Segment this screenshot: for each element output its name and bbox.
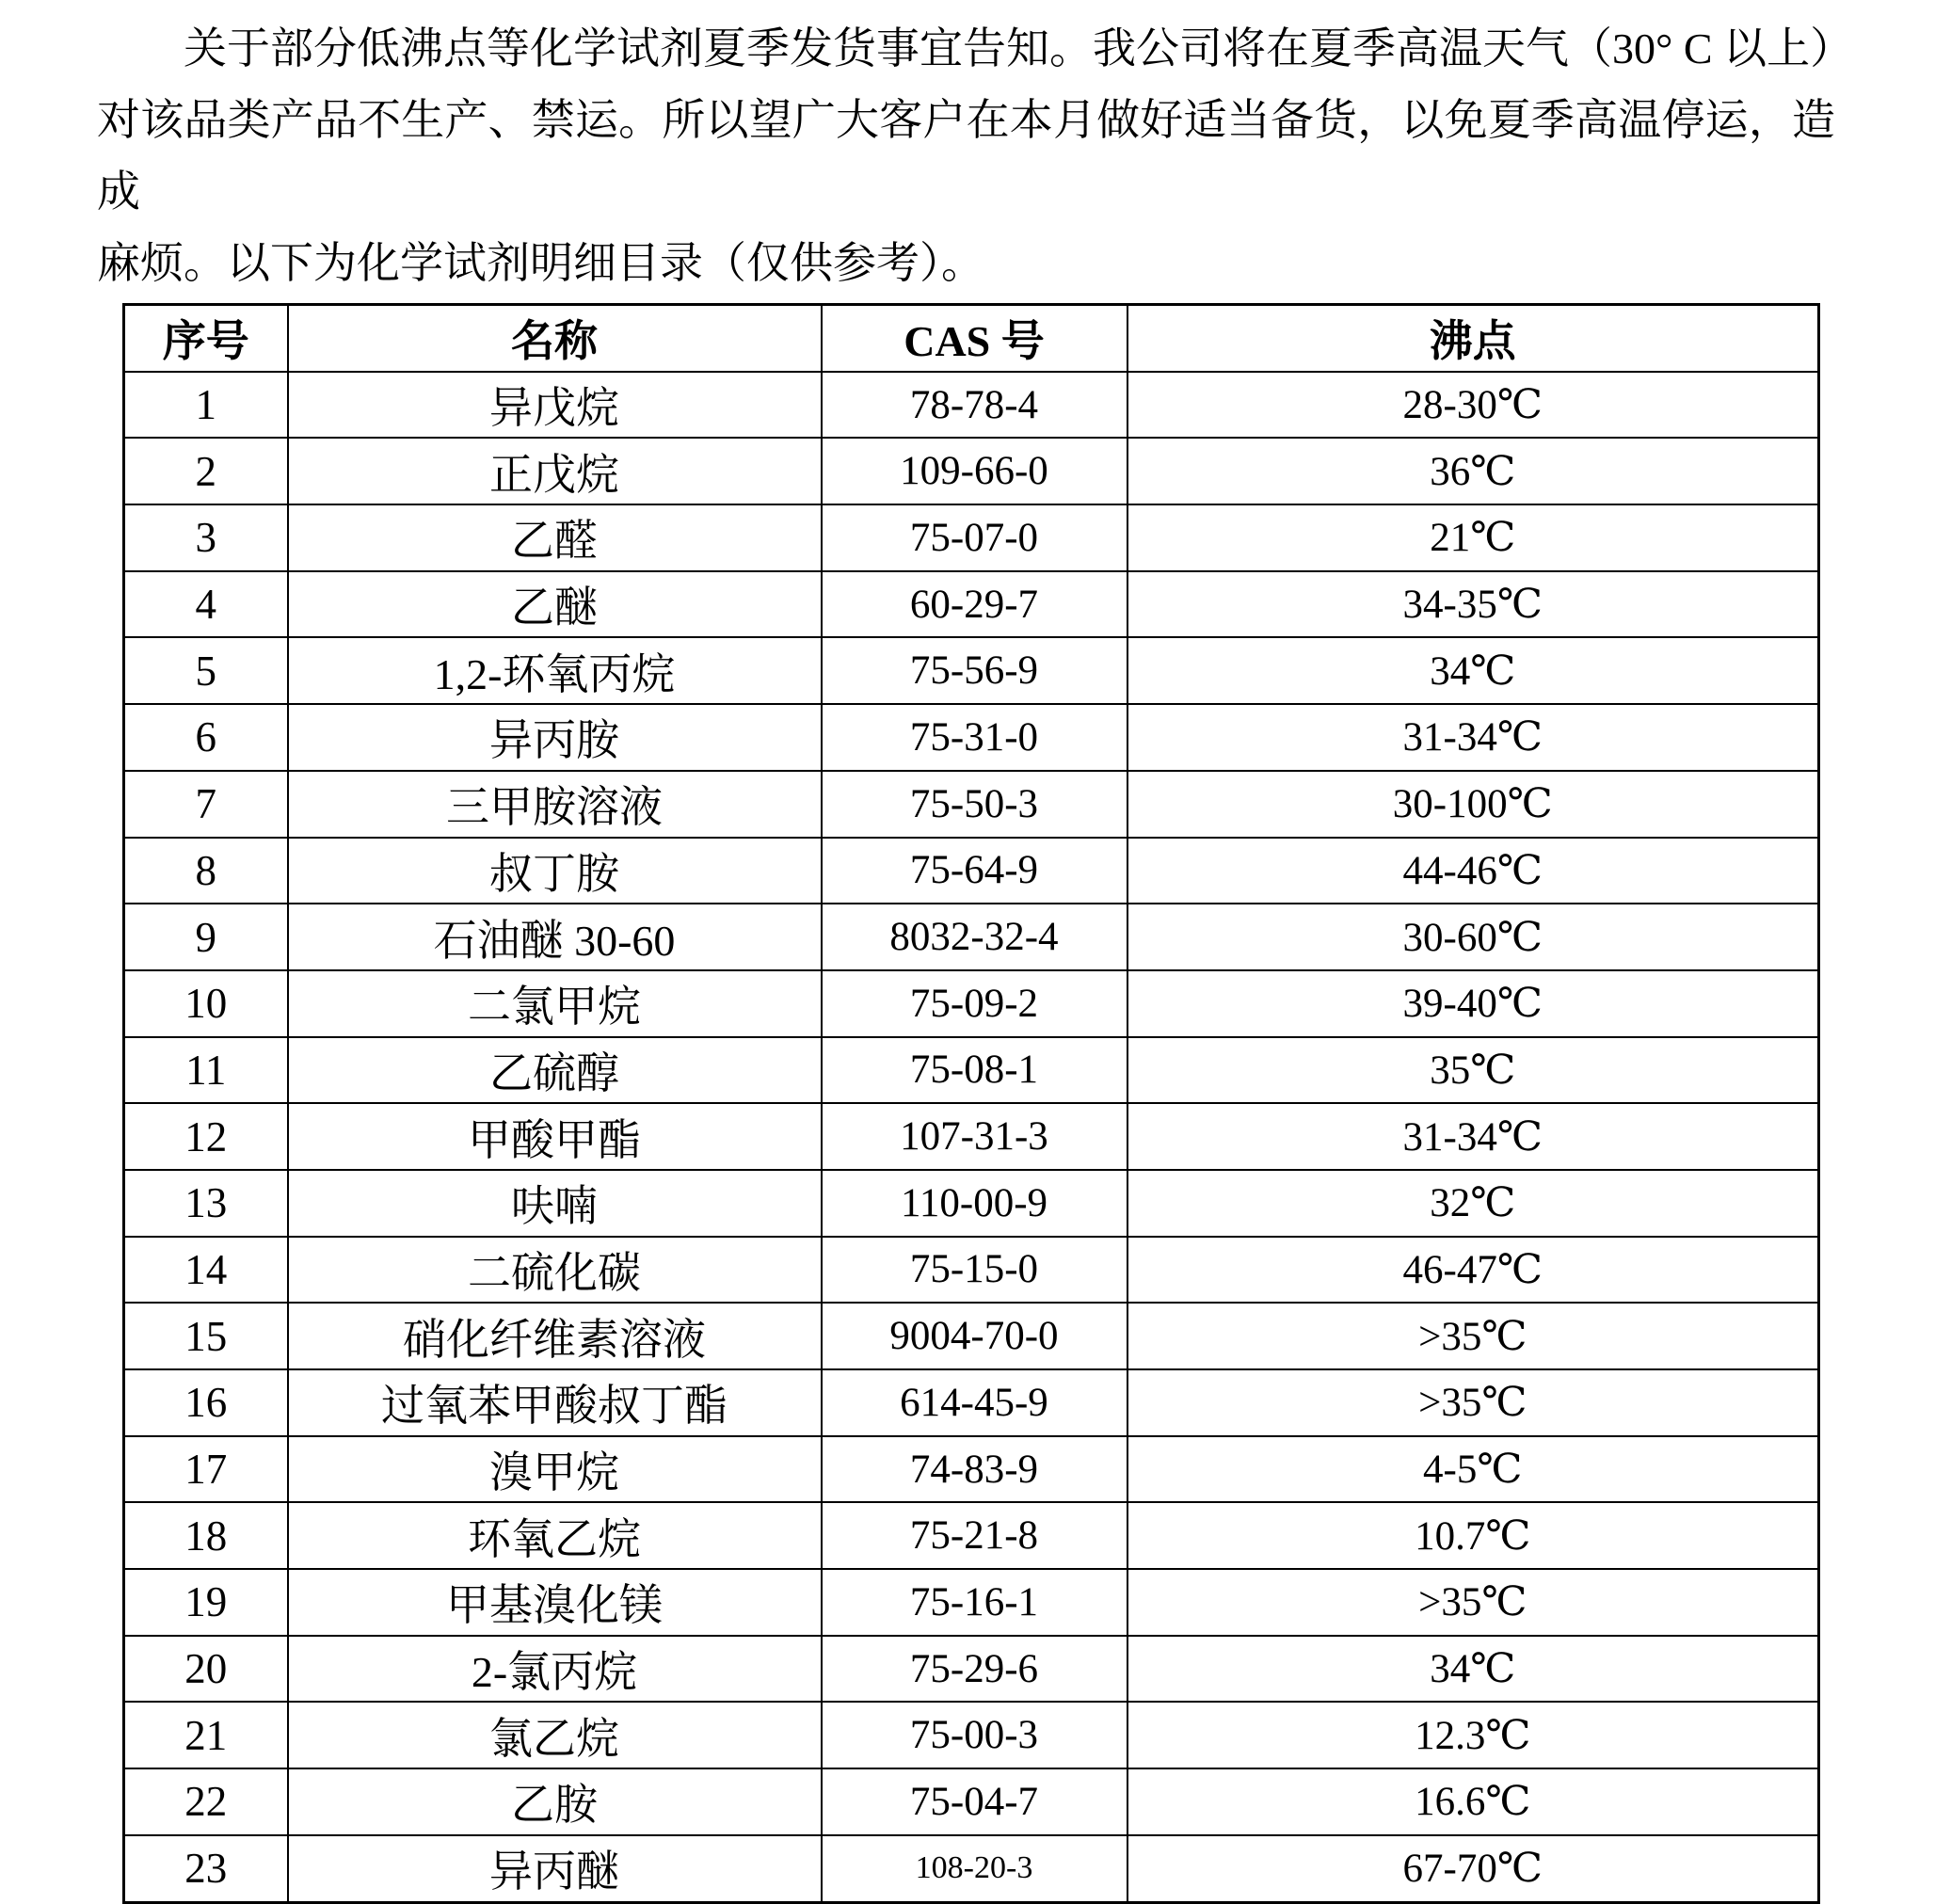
cell-bp: 32℃ xyxy=(1127,1170,1819,1237)
cell-bp: >35℃ xyxy=(1127,1303,1819,1369)
cell-name: 乙醛 xyxy=(288,504,822,571)
cell-index: 1 xyxy=(124,372,288,439)
cell-index: 14 xyxy=(124,1237,288,1304)
cell-cas: 75-08-1 xyxy=(822,1037,1127,1104)
cell-bp: 30-100℃ xyxy=(1127,771,1819,838)
cell-bp: 39-40℃ xyxy=(1127,970,1819,1037)
cell-cas: 110-00-9 xyxy=(822,1170,1127,1237)
cell-cas: 109-66-0 xyxy=(822,438,1127,504)
notice-line-2: 对该品类产品不生产、禁运。所以望广大客户在本月做好适当备货，以免夏季高温停运，造成 xyxy=(97,96,1835,216)
cell-name: 过氧苯甲酸叔丁酯 xyxy=(288,1369,822,1436)
cell-cas: 75-56-9 xyxy=(822,637,1127,704)
cell-cas: 74-83-9 xyxy=(822,1436,1127,1503)
cell-name: 氯乙烷 xyxy=(288,1702,822,1768)
table-row xyxy=(124,1768,1819,1835)
cell-bp: 67-70℃ xyxy=(1127,1835,1819,1902)
table-row xyxy=(124,1170,1819,1237)
cell-cas: 75-21-8 xyxy=(822,1502,1127,1569)
header-index: 序号 xyxy=(124,305,288,372)
cell-cas: 75-16-1 xyxy=(822,1569,1127,1636)
table-row xyxy=(124,438,1819,504)
cell-index: 21 xyxy=(124,1702,288,1768)
cell-index: 5 xyxy=(124,637,288,704)
table-row xyxy=(124,1502,1819,1569)
cell-index: 7 xyxy=(124,771,288,838)
cell-bp: 31-34℃ xyxy=(1127,1103,1819,1170)
cell-cas: 107-31-3 xyxy=(822,1103,1127,1170)
cell-cas: 75-29-6 xyxy=(822,1636,1127,1703)
table-row xyxy=(124,1369,1819,1436)
cell-bp: 28-30℃ xyxy=(1127,372,1819,439)
cell-cas: 614-45-9 xyxy=(822,1369,1127,1436)
cell-index: 22 xyxy=(124,1768,288,1835)
cell-index: 17 xyxy=(124,1436,288,1503)
cell-name: 溴甲烷 xyxy=(288,1436,822,1503)
cell-index: 4 xyxy=(124,571,288,638)
table-row xyxy=(124,838,1819,904)
table-row xyxy=(124,970,1819,1037)
cell-cas: 75-64-9 xyxy=(822,838,1127,904)
cell-cas: 60-29-7 xyxy=(822,571,1127,638)
cell-cas: 8032-32-4 xyxy=(822,904,1127,970)
table-header-row xyxy=(124,305,1819,372)
cell-index: 19 xyxy=(124,1569,288,1636)
cell-bp: 36℃ xyxy=(1127,438,1819,504)
notice-line-1: 关于部分低沸点等化学试剂夏季发货事宜告知。我公司将在夏季高温天气（30° C 以上） xyxy=(184,24,1854,72)
cell-bp: >35℃ xyxy=(1127,1369,1819,1436)
cell-name: 叔丁胺 xyxy=(288,838,822,904)
cell-index: 3 xyxy=(124,504,288,571)
cell-bp: 12.3℃ xyxy=(1127,1702,1819,1768)
table-row xyxy=(124,1702,1819,1768)
cell-cas: 9004-70-0 xyxy=(822,1303,1127,1369)
cell-name: 乙醚 xyxy=(288,571,822,638)
cell-bp: 10.7℃ xyxy=(1127,1502,1819,1569)
cell-index: 6 xyxy=(124,704,288,771)
cell-bp: 30-60℃ xyxy=(1127,904,1819,970)
cell-name: 呋喃 xyxy=(288,1170,822,1237)
cell-bp: 4-5℃ xyxy=(1127,1436,1819,1503)
cell-bp: 16.6℃ xyxy=(1127,1768,1819,1835)
table-row xyxy=(124,904,1819,970)
cell-cas: 75-31-0 xyxy=(822,704,1127,771)
cell-cas: 75-09-2 xyxy=(822,970,1127,1037)
cell-index: 8 xyxy=(124,838,288,904)
cell-name: 乙胺 xyxy=(288,1768,822,1835)
cell-bp: 34℃ xyxy=(1127,1636,1819,1703)
notice-paragraph xyxy=(0,0,1935,299)
cell-index: 2 xyxy=(124,438,288,504)
table-row xyxy=(124,1636,1819,1703)
cell-name: 2-氯丙烷 xyxy=(288,1636,822,1703)
cell-name: 甲基溴化镁 xyxy=(288,1569,822,1636)
cell-name: 硝化纤维素溶液 xyxy=(288,1303,822,1369)
header-bp: 沸点 xyxy=(1127,305,1819,372)
cell-index: 11 xyxy=(124,1037,288,1104)
table-row xyxy=(124,1037,1819,1104)
cell-index: 23 xyxy=(124,1835,288,1902)
table-row xyxy=(124,1436,1819,1503)
cell-index: 20 xyxy=(124,1636,288,1703)
cell-index: 12 xyxy=(124,1103,288,1170)
notice-line-3: 麻烦。以下为化学试剂明细目录（仅供参考）。 xyxy=(97,239,984,287)
cell-cas: 75-15-0 xyxy=(822,1237,1127,1304)
cell-bp: 34℃ xyxy=(1127,637,1819,704)
cell-name: 异丙胺 xyxy=(288,704,822,771)
cell-cas: 75-04-7 xyxy=(822,1768,1127,1835)
cell-bp: >35℃ xyxy=(1127,1569,1819,1636)
cell-index: 18 xyxy=(124,1502,288,1569)
cell-bp: 34-35℃ xyxy=(1127,571,1819,638)
table-row xyxy=(124,372,1819,439)
table-row xyxy=(124,1835,1819,1902)
header-name: 名称 xyxy=(288,305,822,372)
table-row xyxy=(124,1569,1819,1636)
cell-index: 16 xyxy=(124,1369,288,1436)
cell-bp: 46-47℃ xyxy=(1127,1237,1819,1304)
header-cas: CAS 号 xyxy=(822,305,1127,372)
table-row xyxy=(124,704,1819,771)
table-row xyxy=(124,1303,1819,1369)
table-row xyxy=(124,571,1819,638)
cell-index: 9 xyxy=(124,904,288,970)
cell-name: 异丙醚 xyxy=(288,1835,822,1902)
table-body xyxy=(124,372,1819,1902)
cell-bp: 21℃ xyxy=(1127,504,1819,571)
cell-bp: 35℃ xyxy=(1127,1037,1819,1104)
cell-index: 15 xyxy=(124,1303,288,1369)
cell-name: 环氧乙烷 xyxy=(288,1502,822,1569)
cell-cas: 75-50-3 xyxy=(822,771,1127,838)
table-row xyxy=(124,637,1819,704)
cell-name: 1,2-环氧丙烷 xyxy=(288,637,822,704)
cell-cas: 75-07-0 xyxy=(822,504,1127,571)
cell-cas: 108-20-3 xyxy=(822,1835,1127,1902)
cell-name: 乙硫醇 xyxy=(288,1037,822,1104)
cell-bp: 31-34℃ xyxy=(1127,704,1819,771)
cell-name: 三甲胺溶液 xyxy=(288,771,822,838)
cell-name: 甲酸甲酯 xyxy=(288,1103,822,1170)
cell-name: 正戊烷 xyxy=(288,438,822,504)
chemical-reagent-table xyxy=(122,303,1820,1904)
cell-bp: 44-46℃ xyxy=(1127,838,1819,904)
cell-index: 10 xyxy=(124,970,288,1037)
cell-name: 二氯甲烷 xyxy=(288,970,822,1037)
table-row xyxy=(124,771,1819,838)
cell-name: 异戊烷 xyxy=(288,372,822,439)
cell-cas: 75-00-3 xyxy=(822,1702,1127,1768)
cell-name: 石油醚 30-60 xyxy=(288,904,822,970)
table-row xyxy=(124,1103,1819,1170)
table-row xyxy=(124,1237,1819,1304)
cell-cas: 78-78-4 xyxy=(822,372,1127,439)
cell-index: 13 xyxy=(124,1170,288,1237)
table-row xyxy=(124,504,1819,571)
cell-name: 二硫化碳 xyxy=(288,1237,822,1304)
